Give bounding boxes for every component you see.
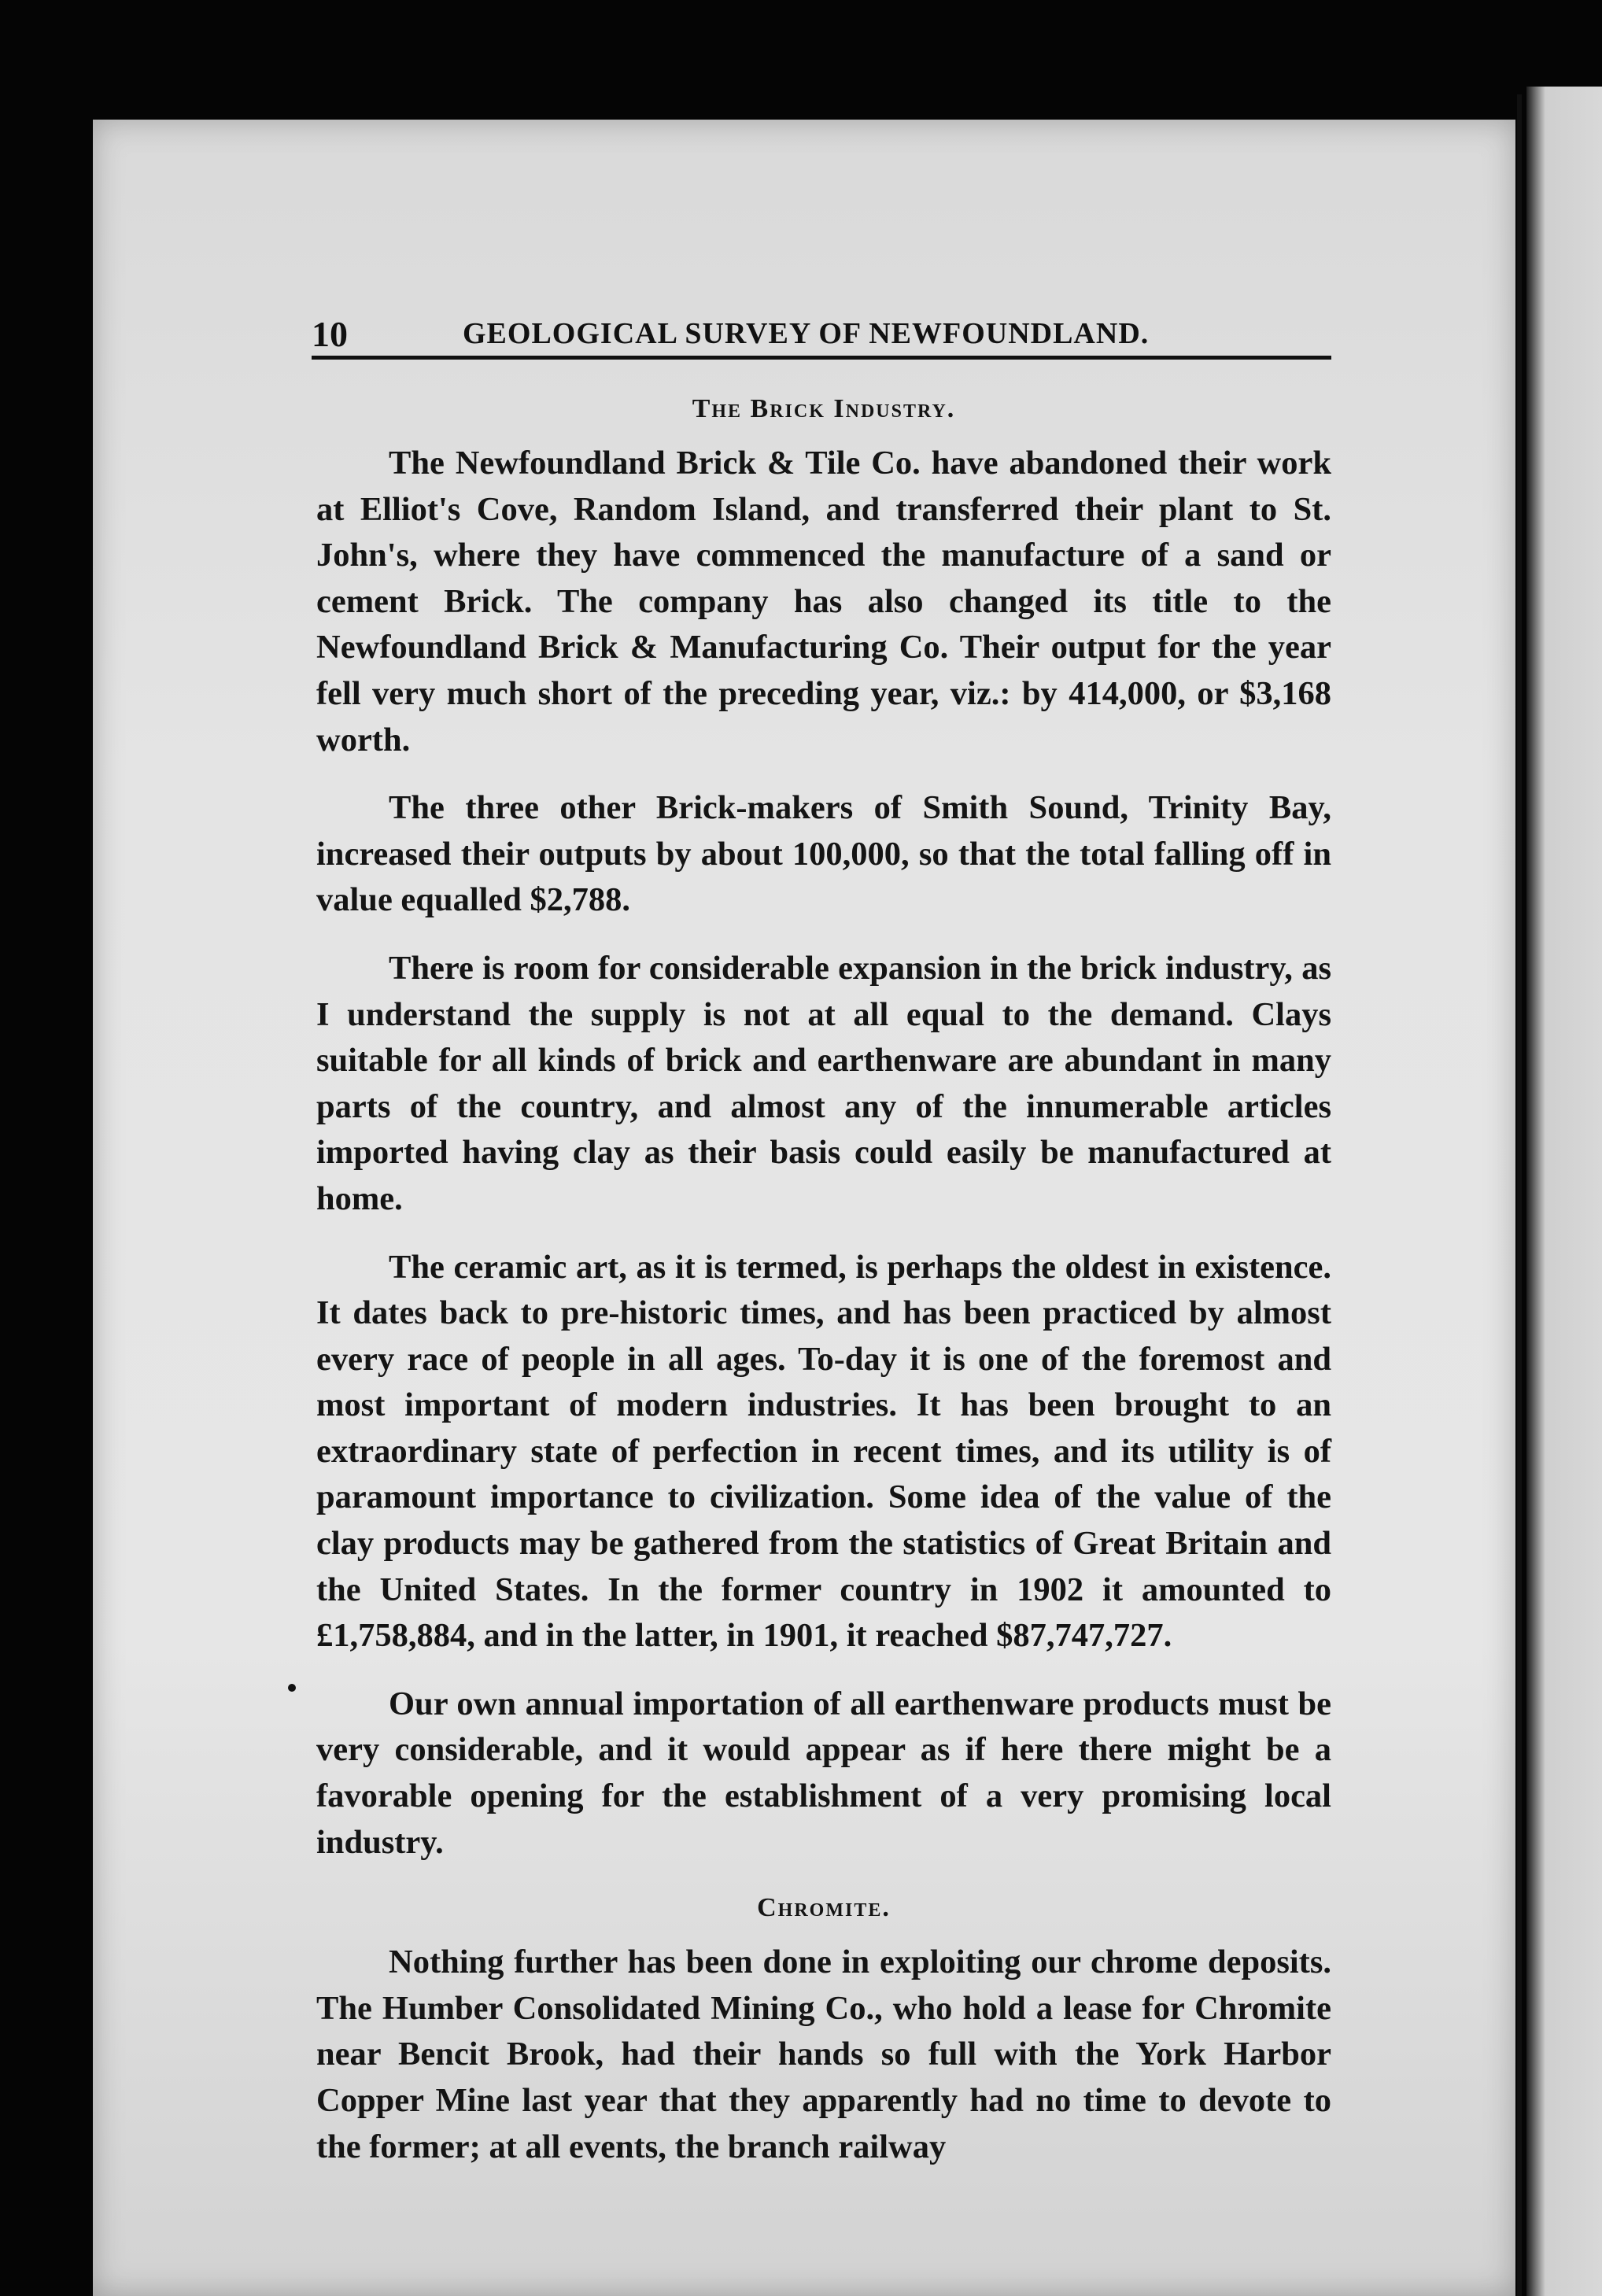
paragraph: The three other Brick-makers of Smith Sound, Trinity Bay, increased their outputs by about 100,000, so that the total falling off in value equalled $2,788. bbox=[316, 789, 1331, 919]
paragraph: The ceramic art, as it is termed, is perhaps the oldest in existence. It dates back to pre-historic times, and has been practiced by almost every race of people in all ages. To-day it is one of the foremost and most important of modern industries. It has been brought to an extraordinary state of perfection in recent times, and its utility is of paramount importance to civilization. Some idea of the value of the clay products may be gathered from the statistics of Great Britain and the United States. In the former country in 1902 it amounted to £1,758,884, and in the latter, in 1901, it reached $87,747,727. bbox=[316, 1248, 1331, 1655]
margin-dot-mark bbox=[288, 1684, 296, 1692]
body-text bbox=[316, 390, 1331, 2192]
section-heading-brick-industry: The Brick Industry. bbox=[692, 394, 956, 423]
running-title: GEOLOGICAL SURVEY OF NEWFOUNDLAND. bbox=[463, 317, 1150, 350]
section-heading-chromite: Chromite. bbox=[757, 1893, 891, 1923]
paragraph: Our own annual importation of all earthenware products must be very considerable, and it would appear as if here there might be a favorable opening for the establishment of a very promising local industry. bbox=[316, 1685, 1331, 1861]
page-number: 10 bbox=[312, 314, 348, 354]
paragraph: The Newfoundland Brick & Tile Co. have abandoned their work at Elliot's Cove, Random Island, and transferred their plant to St. John's, where they have commenced the manufacture of a sand or cement Brick. The company has also changed its title to the Newfoundland Brick & Manufacturing Co. Their output for the year fell very much short of the preceding year, viz.: by 414,000, or $3,168 worth. bbox=[316, 445, 1331, 759]
page-header bbox=[312, 313, 1331, 360]
paragraph: Nothing further has been done in exploiting our chrome deposits. The Humber Consolidated Mining Co., who hold a lease for Chromite near Bencit Brook, had their hands so full with the York Harbor Copper Mine last year that they apparently had no time to devote to the former; at all events, the branch railway bbox=[316, 1943, 1331, 2165]
page-edge-line bbox=[1517, 94, 1522, 2296]
adjacent-page-edge bbox=[1526, 87, 1602, 2296]
paragraph: There is room for considerable expansion in the brick industry, as I understand the supply is not at all equal to the demand. Clays suitable for all kinds of brick and earthenware are abundant in many parts of the country, and almost any of the innumerable articles imported having clay as their basis could easily be manufactured at home. bbox=[316, 949, 1331, 1217]
